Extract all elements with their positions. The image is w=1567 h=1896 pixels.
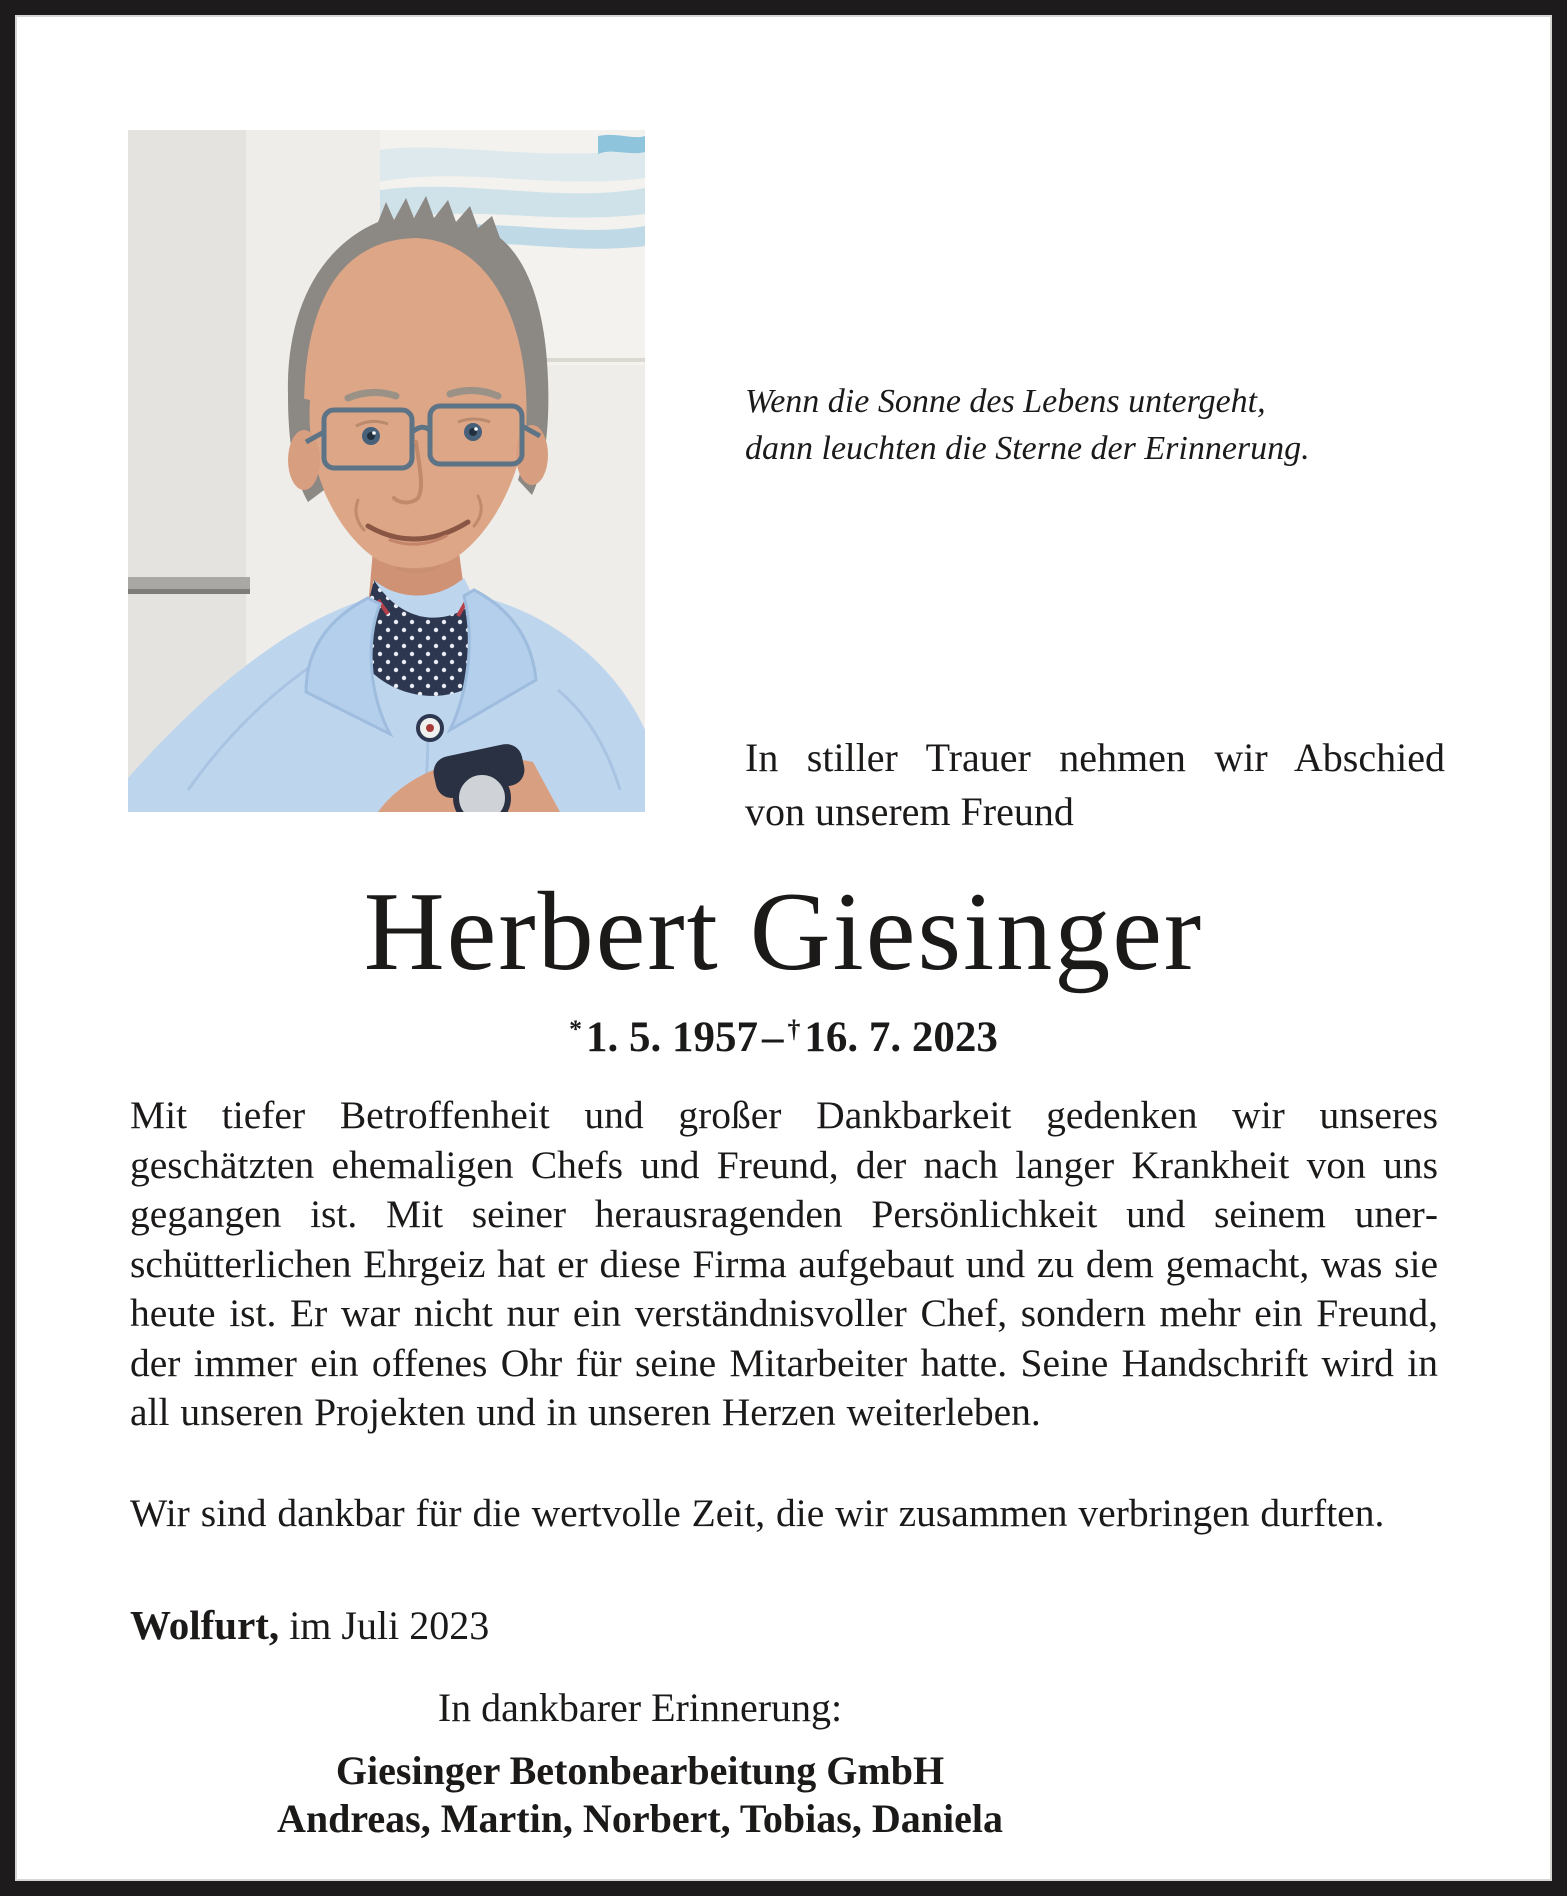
memorial-quote <box>745 378 1435 472</box>
remembrance-heading: In dankbarer Erinnerung: <box>437 1685 843 1730</box>
portrait-photo-illustration <box>128 130 645 812</box>
deceased-name: Herbert Giesinger <box>363 870 1204 994</box>
watch-face <box>456 772 508 812</box>
obituary-paragraph-1: Mit tiefer Betroffenheit und großer Dankbarkeit gedenken wir unseres geschätzten ehemaligen Chefs und Freund, der nach langer Krankheit von uns gegangen ist. Mit seiner herausragenden Persönlichkeit und seinem unerschütterlichen Ehrgeiz hat er diese Firma aufgebaut und zu dem gemacht, was sie heute ist. Er war nicht nur ein verständnisvoller Chef, sondern mehr ein Freund, der immer ein offenes Ohr für seine Mitarbeiter hatte. Seine Handschrift wird in all unseren Projekten und in unseren Herzen weiterleben. <box>130 1093 1438 1434</box>
dates-separator: – <box>762 1014 784 1061</box>
intro-line-1: In stiller Trauer nehmen wir Abschied <box>745 735 1445 780</box>
place-name: Wolfurt, <box>130 1602 280 1648</box>
life-dates <box>0 1013 1567 1062</box>
birth-date: 1. 5. 1957 <box>586 1014 758 1061</box>
birth-symbol: * <box>569 1013 582 1043</box>
farewell-intro <box>745 731 1445 839</box>
obituary-paragraph-2: Wir sind dankbar für die wertvolle Zeit, die wir zusammen verbringen durften. <box>130 1491 1385 1535</box>
date-text: im Juli 2023 <box>279 1603 490 1648</box>
mourners-names: Andreas, Martin, Norbert, Tobias, Daniela <box>277 1796 1003 1841</box>
mourners-section <box>0 1684 1280 1842</box>
death-symbol: † <box>787 1013 801 1043</box>
place-and-date-line <box>130 1601 489 1649</box>
quote-line-2: dann leuchten die Sterne der Erinnerung. <box>745 430 1310 467</box>
company-name: Giesinger Betonbearbeitung GmbH <box>335 1748 945 1793</box>
quote-line-1: Wenn die Sonne des Lebens untergeht, <box>745 383 1266 420</box>
intro-line-2: von unserem Freund <box>745 789 1074 834</box>
portrait-photo <box>128 130 645 812</box>
death-date: 16. 7. 2023 <box>804 1014 998 1061</box>
